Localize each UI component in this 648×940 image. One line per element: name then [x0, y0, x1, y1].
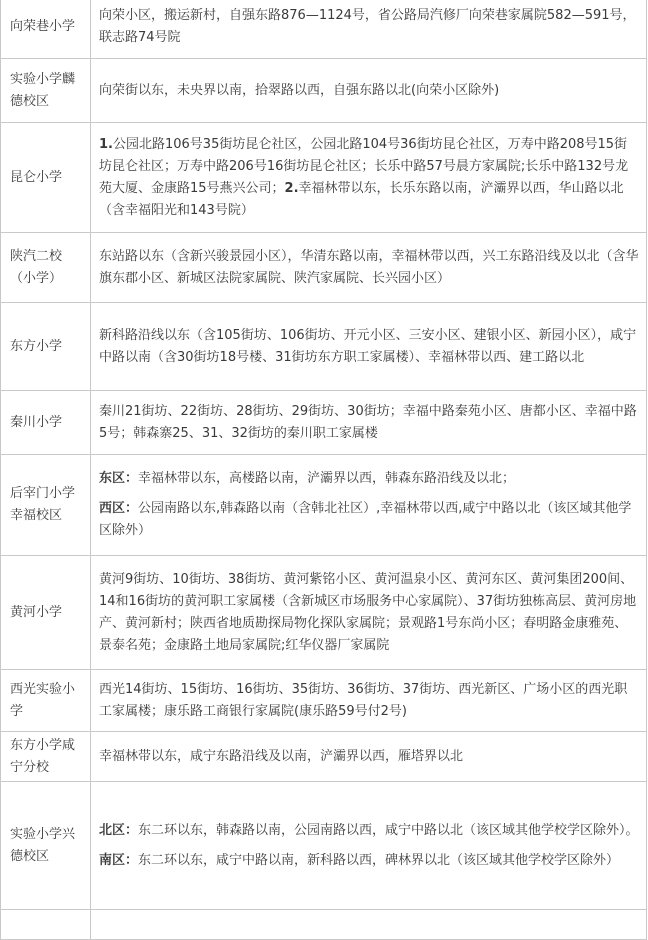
district-cell	[91, 59, 647, 123]
school-name-cell: 后宰门小学幸福校区	[1, 455, 91, 556]
school-name-cell: 向荣巷小学	[1, 0, 91, 59]
school-name-cell: 陕汽二校（小学）	[1, 233, 91, 303]
district-cell	[91, 233, 647, 303]
district-cell	[91, 910, 647, 940]
school-name-cell: 昆仑小学	[1, 123, 91, 233]
table-row	[1, 455, 647, 556]
item-number: 2.	[284, 180, 299, 196]
table-row	[1, 556, 647, 670]
district-text: 幸福林带以东，咸宁东路沿线及以南，浐灞界以西，雁塔界以北	[99, 748, 464, 764]
district-text: 幸福林带以东，高楼路以南，浐灞界以西，韩森东路沿线及以北；	[138, 471, 516, 486]
table-row	[1, 123, 647, 233]
school-name-cell: 黄河小学	[1, 556, 91, 670]
district-paragraph-north	[99, 820, 640, 842]
district-text: 公园南路以东,韩森路以南（含韩北社区）,幸福林带以西,咸宁中路以北（该区域其他学区除外）	[99, 501, 632, 538]
district-text-segment: 公园北路106号35街坊昆仑社区，公园北路104号36街坊昆仑社区，万寿中路208号15街坊昆仑社区；万寿中路206号16街坊昆仑社区；长乐中路57号晨方家属院;长乐中路132号龙苑大厦、金康路15号燕兴公司；	[99, 136, 629, 196]
school-name-cell: 秦川小学	[1, 391, 91, 455]
district-text	[99, 134, 640, 222]
table-row	[1, 670, 647, 732]
district-text: 新科路沿线以东（含105街坊、106街坊、开元小区、三安小区、建银小区、新园小区），咸宁中路以南（含30街坊18号楼、31街坊东方职工家属楼）、幸福林带以西、建工路以北	[99, 327, 637, 365]
zone-label: 北区：	[99, 822, 139, 838]
district-cell	[91, 391, 647, 455]
district-cell	[91, 303, 647, 391]
district-text: 向荣小区，搬运新村，自强东路876—1124号，省公路局汽修厂向荣巷家属院582—591号，联志路74号院	[99, 7, 636, 45]
school-name-cell: 实验小学麟德校区	[1, 59, 91, 123]
district-cell	[91, 782, 647, 910]
table-row	[1, 391, 647, 455]
table-row	[1, 303, 647, 391]
school-name-cell	[1, 910, 91, 940]
district-cell	[91, 455, 647, 556]
zone-label: 西区：	[99, 501, 139, 516]
district-text: 秦川21街坊、22街坊、28街坊、29街坊、30街坊；幸福中路秦苑小区、唐都小区、幸福中路5号；韩森寨25、31、32街坊的秦川职工家属楼	[99, 403, 637, 441]
school-name-cell: 实验小学兴德校区	[1, 782, 91, 910]
table-row	[1, 732, 647, 782]
table-row	[1, 910, 647, 940]
district-paragraph-south	[99, 850, 640, 872]
district-text: 向荣街以东，未央界以南，拾翠路以西，自强东路以北(向荣小区除外)	[99, 82, 500, 98]
district-text: 东二环以东，咸宁中路以南，新科路以西，碑林界以北（该区域其他学校学区除外）	[138, 852, 620, 868]
school-name-cell: 西光实验小学	[1, 670, 91, 732]
zone-label: 东区：	[99, 471, 139, 486]
school-name-cell: 东方小学	[1, 303, 91, 391]
district-cell	[91, 670, 647, 732]
school-name-cell: 东方小学咸宁分校	[1, 732, 91, 782]
table-row	[1, 0, 647, 59]
item-number: 1.	[99, 136, 113, 152]
zone-label: 南区：	[99, 852, 139, 868]
district-text: 东二环以东，韩森路以南，公园南路以西，咸宁中路以北（该区域其他学校学区除外）。	[138, 822, 639, 838]
table-row	[1, 233, 647, 303]
district-paragraph-west	[99, 498, 640, 542]
district-text-segment: 幸福林带以东，长乐东路以南，浐灞界以西，华山路以北（含幸福阳光和143号院）	[99, 180, 624, 218]
district-cell	[91, 732, 647, 782]
district-text: 东站路以东（含新兴骏景园小区），华清东路以南，幸福林带以西，兴工东路沿线及以北（含华旗东郡小区、新城区法院家属院、陕汽家属院、长兴园小区）	[99, 248, 639, 286]
district-cell	[91, 0, 647, 59]
district-text: 黄河9街坊、10街坊、38街坊、黄河紫铭小区、黄河温泉小区、黄河东区、黄河集团200间、14和16街坊的黄河职工家属楼（含新城区市场服务中心家属院）、37街坊独栋高层、黄河房地产、黄河新村；陕西省地质勘探局物化探队家属院；景观路1号东尚小区；春明路金康雅苑、景泰名苑；金康路土地局家属院;红华仪器厂家属院	[99, 571, 637, 653]
district-cell	[91, 556, 647, 670]
district-paragraph-east	[99, 468, 640, 490]
table-row	[1, 782, 647, 910]
table-row	[1, 59, 647, 123]
district-cell	[91, 123, 647, 233]
district-text: 西光14街坊、15街坊、16街坊、35街坊、36街坊、37街坊、西光新区、广场小区的西光职工家属楼；康乐路工商银行家属院(康乐路59号付2号)	[99, 681, 628, 719]
